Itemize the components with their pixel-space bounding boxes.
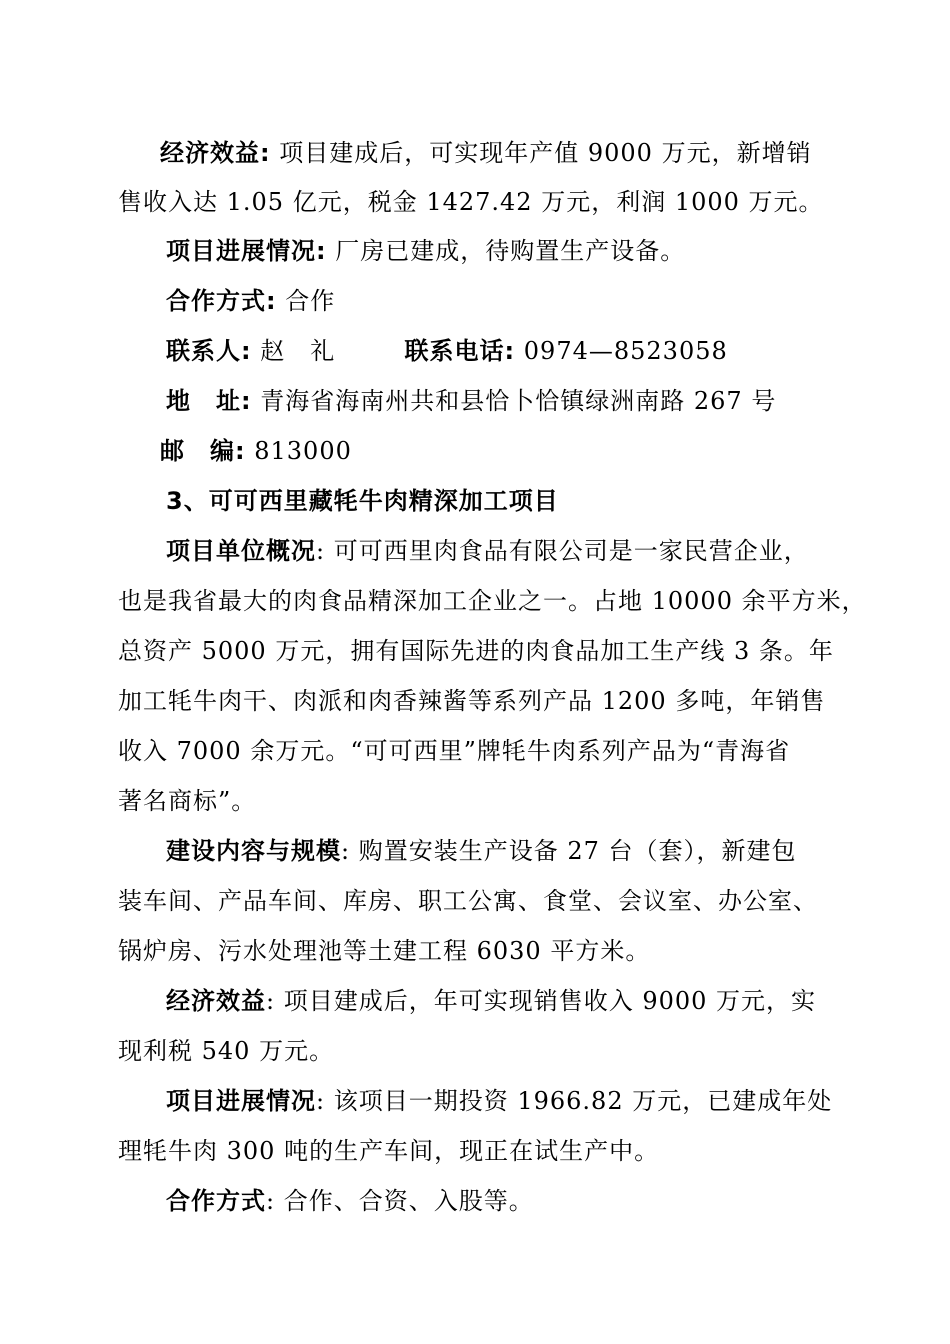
project-progress-text: 厂房已建成，待购置生产设备。: [335, 237, 686, 265]
postcode-value: 813000: [254, 437, 352, 465]
scope-line-1: [166, 836, 797, 866]
cooperation-text: 合作: [285, 287, 336, 315]
progress-2-line-2: 理牦牛肉 300 吨的生产车间，现正在试生产中。: [118, 1137, 660, 1165]
overview-line-5: 收入 7000 余万元。“可可西里”牌牦牛肉系列产品为“青海省: [118, 737, 791, 765]
overview-line-2: 也是我省最大的肉食品精深加工企业之一。占地 10000 余平方米，: [118, 587, 867, 615]
scope-label: 建设内容与规模: [166, 837, 341, 865]
postcode-label: 邮 编:: [160, 437, 246, 465]
scope-text: : 购置安装生产设备 27 台（套），新建包: [341, 837, 797, 865]
overview-line-3: 总资产 5000 万元，拥有国际先进的肉食品加工生产线 3 条。年: [118, 637, 834, 665]
section-heading: 3、可可西里藏牦牛肉精深加工项目: [166, 487, 559, 515]
economic-benefit-2-text: : 项目建成后，年可实现销售收入 9000 万元，实: [266, 987, 817, 1015]
address-value: 青海省海南州共和县恰卜恰镇绿洲南路 267 号: [260, 387, 777, 415]
project-progress-label: 项目进展情况:: [166, 237, 327, 265]
overview-line-4: 加工牦牛肉干、肉派和肉香辣酱等系列产品 1200 多吨，年销售: [118, 687, 826, 715]
address-label: 地 址:: [166, 387, 252, 415]
cooperation-2-label: 合作方式: [166, 1187, 266, 1215]
economic-benefit-line-1: [160, 138, 812, 168]
economic-benefit-text: 售收入达 1.05 亿元，税金 1427.42 万元，利润 1000 万元。: [118, 188, 824, 216]
progress-2-label: 项目进展情况: [166, 1087, 316, 1115]
contact-person-name: 赵 礼: [260, 337, 336, 365]
project-progress-line: [166, 236, 685, 266]
cooperation-label: 合作方式:: [166, 287, 277, 315]
economic-benefit-2-label: 经济效益: [166, 987, 266, 1015]
contact-line: [166, 336, 728, 366]
economic-benefit-text: 项目建成后，可实现年产值 9000 万元，新增销: [279, 139, 812, 167]
progress-2-line-1: [166, 1086, 832, 1116]
economic-benefit-line-2: [118, 187, 824, 217]
economic-benefit-2-line-2: 现利税 540 万元。: [118, 1037, 335, 1065]
progress-2-text: : 该项目一期投资 1966.82 万元，已建成年处: [316, 1087, 833, 1115]
address-line: [166, 386, 776, 416]
scope-line-3: 锅炉房、污水处理池等土建工程 6030 平方米。: [118, 937, 651, 965]
contact-person-label: 联系人:: [166, 337, 252, 365]
overview-line-1: [166, 536, 809, 566]
contact-phone-label: 联系电话:: [404, 337, 516, 365]
cooperation-line: [166, 286, 335, 316]
overview-text: : 可可西里肉食品有限公司是一家民营企业，: [316, 537, 809, 565]
overview-line-6: 著名商标”。: [118, 787, 257, 815]
overview-label: 项目单位概况: [166, 537, 316, 565]
contact-phone-value: 0974—8523058: [523, 337, 728, 365]
scope-line-2: 装车间、产品车间、库房、职工公寓、食堂、会议室、办公室、: [118, 887, 818, 915]
economic-benefit-2-line-1: [166, 986, 816, 1016]
cooperation-2-text: : 合作、合资、入股等。: [266, 1187, 534, 1215]
postcode-line: [160, 436, 352, 466]
cooperation-2-line: [166, 1186, 534, 1216]
economic-benefit-label: 经济效益:: [160, 139, 271, 167]
